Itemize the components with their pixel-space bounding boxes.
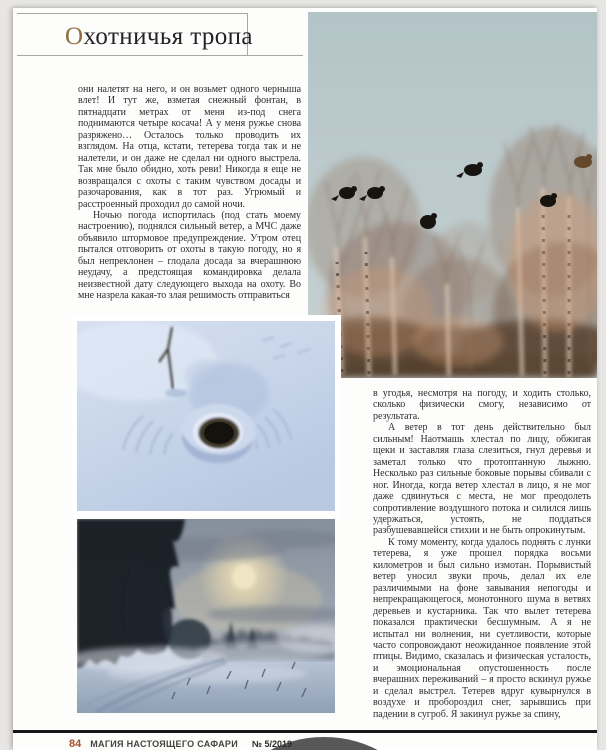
- issue-number: № 5/2019: [252, 738, 293, 749]
- right-text-column: [373, 388, 591, 722]
- photo-grouse-in-birches: [308, 12, 597, 378]
- body-paragraph: они налетят на него, и он возьмет одного черныша влет! И тут же, взметая снежный фонтан, в пятнадцати метрах от меня из-под снега поднимаются четыре косача! А у меня ружье снова разряжено… Осталось только проводить их взглядом. На отца, кстати, тетерева тогда так и не налетели, и он даже не сделал ни одного выстрела. Так мне было обидно, хоть реви! Никогда я еще не возвращался с охоты с таким чувством досады и разочарования, как в тот раз. Угрюмый и расстроенный проходил до самой ночи.: [78, 84, 301, 210]
- photo-snow-burrow: [77, 321, 335, 511]
- footer: [69, 737, 292, 750]
- left-text-column: [78, 84, 301, 350]
- body-paragraph: в угодья, несмотря на погоду, и ходить столько, сколько физически смогу, независимо от результата.: [373, 388, 591, 422]
- magazine-page: [13, 8, 597, 750]
- page-number: 84: [69, 737, 82, 750]
- body-paragraph: Ночью погода испортилась (под стать моему настроению), поднялся сильный ветер, а МЧС даже объявило штормовое предупреждение. Утром отец пытался отговорить от охоты в такую погоду, но я был непреклонен – глодала досада за вчерашнюю неудачу, а предстоящая командировка делала неизвестной дату следующего выхода на охоту. Во мне назрела какая-то злая решимость отправиться: [78, 209, 301, 302]
- footer-rule: [13, 730, 597, 733]
- magazine-title: МАГИЯ НАСТОЯЩЕГО САФАРИ: [90, 738, 238, 749]
- header-bottom-rule: [17, 55, 303, 56]
- section-title: Охотничья тропа: [65, 23, 253, 50]
- body-paragraph: К тому моменту, когда удалось поднять с лунки тетерева, я уже прошел порядка восьми километров и был сильно измотан. Порывистый ветер уносил звуки прочь, делал их еле различимыми на фоне завывания непогоды и непрекращающегося, монотонного шума в ветвях деревьев и кустарника. Так что вылет тетерева показался практически бесшумным. А я не испытал ни волнения, ни суетливости, которые часто сопровождают неожиданное появление этой птицы. Видимо, сказалась и физическая усталость, и эмоциональная опустошенность после вчерашних переживаний – я просто вскинул ружье и сделал выстрел. Тетерев вдруг кувырнулся в воздухе и пробороздил снег, зарывшись при падении в сугроб. Я закинул ружье за спину,: [373, 536, 591, 720]
- header-top-rule: [17, 13, 247, 14]
- photo-winter-sunset: [77, 519, 335, 713]
- body-paragraph: А ветер в тот день действительно был сильным! Наотмашь хлестал по лицу, обжигая щеки и заставляя глаза слезиться, гнул деревья и заметал только что протоптанную лыжню. Несколько раз сильные боковые порывы сбивали с ног. Иногда, когда ветер хлестал в лицо, я не мог даже сдвинуться с места, не мог преодолеть сопротивление воздушного потока и силился лишь удержаться, устоять, не поддаться разбушевавшейся стихии и не быть опрокинутым.: [373, 422, 591, 537]
